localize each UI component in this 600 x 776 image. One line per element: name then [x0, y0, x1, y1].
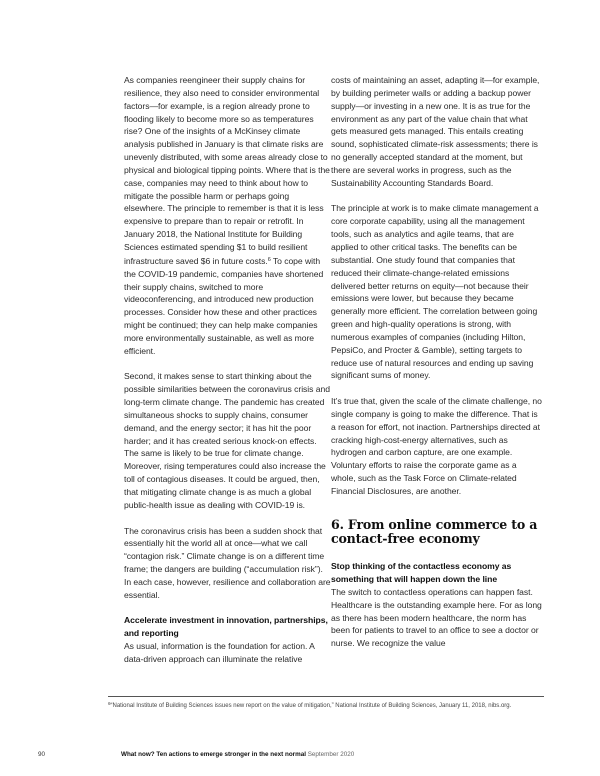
body-paragraph: costs of maintaining an asset, adapting it—for example, by building perimeter walls or adding a backup power supply—or investing in a new one. It is as true for the environment as any part of the value chain that what gets measured gets managed. This entails creating sound, sophisticated climate-risk assessments; there is no generally accepted standard at the moment, but there are several works in progress, such as the Sustainability Accounting Standards Board. — [331, 75, 540, 188]
publication-title: What now? Ten actions to emerge stronger in the next normal — [121, 751, 306, 758]
paragraph-text: As companies reengineer their supply chains for resilience, they also need to consider environmental factors—for example, is a region already prone to flooding likely to become more so as temperatures rise? One of the insights of a McKinsey climate analysis published in January is that climate risks are unevenly distributed, with some areas already close to physical and biological tipping points. Where that is the case, companies may need to think about how to mitigate the possible harm or perhaps going elsewhere. The principle to remember is that it is less expensive to prepare than to repair or retrofit. In January 2018, the National Institute for Building Sciences estimated spending $1 to build resilient infrastructure saved $6 in future costs. — [124, 75, 330, 266]
left-column — [124, 74, 332, 666]
publication-footer — [121, 751, 354, 759]
subheading-contactless: Stop thinking of the contactless economy as something that will happen down the line — [331, 561, 512, 585]
paragraph-text-continued: To cope with the COVID-19 pandemic, companies have shortened their supply chains, switched to more videoconferencing, and introduced new production processes. Consider how these and other practices might be continued; they can help make companies more environmentally sustainable, as well as more efficient. — [124, 255, 324, 356]
right-column — [331, 74, 543, 650]
footnote-text: “National Institute of Building Sciences issues new report on the value of mitigation,” National Institute of Building Sciences, January 11, 2018, nibs.org. — [110, 703, 512, 709]
body-paragraph: The coronavirus crisis has been a sudden shock that essentially hit the world all at once—what we call “contagion risk.” Climate change is on a different time frame; the dangers are building (“accumulation risk”). In each case, however, resilience and collaboration are essential. — [124, 525, 331, 600]
footnote-divider — [108, 696, 544, 697]
page-number: 90 — [38, 751, 46, 758]
body-paragraph: It’s true that, given the scale of the climate challenge, no single company is going to make the difference. That is a reason for effort, not inaction. Partnerships directed at cracking high-cost-energy alternatives, such as hydrogen and carbon capture, are one example. Voluntary efforts to raise the corporate game as a whole, such as the Task Force on Climate-related Financial Disclosures, are another. — [331, 396, 542, 496]
body-paragraph: Second, it makes sense to start thinking about the possible similarities between the coronavirus crisis and long-term climate change. The pandemic has created simultaneous shocks to supply chains, consumer demand, and the energy sector; it has hit the poor harder; and it has created serious knock-on effects. The same is likely to be true for climate change. Moreover, rising temperatures could also increase the toll of contagious diseases. It could be argued, then, that mitigating climate change is as much a global public-health issue as dealing with COVID-19 is. — [124, 371, 330, 510]
body-paragraph — [124, 74, 332, 358]
body-paragraph: As usual, information is the foundation for action. A data-driven approach can illuminate the relative — [124, 641, 315, 664]
footnote — [108, 700, 548, 710]
section-heading: 6. From online commerce to a contact-free economy — [331, 516, 538, 547]
body-paragraph: The switch to contactless operations can happen fast. Healthcare is the outstanding example here. For as long as there has been modern healthcare, the norm has been for patients to travel to an office to see a doctor or nurse. We recognize the value — [331, 586, 542, 649]
subheading-innovation: Accelerate investment in innovation, partnerships, and reporting — [124, 615, 328, 639]
body-paragraph: The principle at work is to make climate management a core corporate capability, using all the management tools, such as analytics and agile teams, that are applied to other critical tasks. The benefits can be substantial. One study found that companies that reduced their climate-change-related emissions delivered better returns on equity—not because their emissions were lower, but because they became generally more efficient. The correlation between going green and high-quality operations is strong, with numerous examples of companies (including Hilton, PepsiCo, and Procter & Gamble), setting targets to reduce use of natural resources and ending up saving significant sums of money. — [331, 203, 539, 381]
publication-date: September 2020 — [307, 751, 355, 758]
footnote-reference[interactable]: 6 — [267, 256, 271, 263]
footnote-number: 6 — [108, 701, 111, 706]
